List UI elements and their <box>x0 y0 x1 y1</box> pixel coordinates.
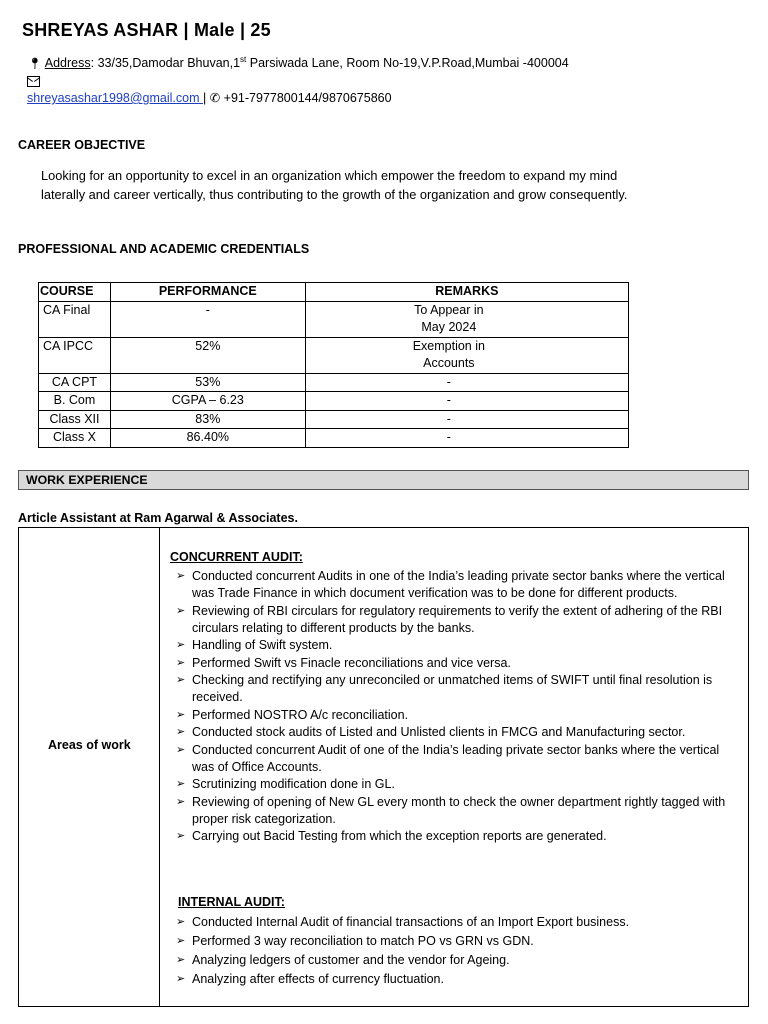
list-item: ➢ Conducted concurrent Audit of one of the India’s leading private sector banks where the vertical was of Office Accounts. <box>176 742 720 774</box>
arrow-bullet-icon: ➢ <box>176 570 186 582</box>
arrow-bullet-icon: ➢ <box>176 656 186 669</box>
performance-cell: 52% <box>110 337 305 373</box>
address-line <box>28 55 569 70</box>
concurrent-audit-heading: CONCURRENT AUDIT: <box>170 550 303 564</box>
areas-of-work-label: Areas of work <box>48 738 131 752</box>
list-item: ➢ Scrutinizing modification done in GL. <box>176 777 395 791</box>
course-cell: Class X <box>39 429 111 448</box>
arrow-bullet-icon: ➢ <box>176 639 186 651</box>
list-item: ➢ Checking and rectifying any unreconciled or unmatched items of SWIFT until final resolution is received. <box>176 673 713 704</box>
list-item: ➢ Conducted concurrent Audits in one of the India’s leading private sector banks where the vertical was Trade Finance in which document verification was to be done for different products. <box>176 569 725 600</box>
list-item: ➢ Carrying out Bacid Testing from which the exception reports are generated. <box>176 829 607 843</box>
work-box-divider <box>159 527 160 1007</box>
course-cell: CA CPT <box>39 373 111 392</box>
course-cell: B. Com <box>39 392 111 411</box>
column-header-remarks: REMARKS <box>305 283 628 302</box>
remarks-cell <box>305 301 628 337</box>
performance-cell: 86.40% <box>110 429 305 448</box>
work-experience-heading: WORK EXPERIENCE <box>26 473 148 487</box>
table-row <box>39 301 629 337</box>
arrow-bullet-icon: ➢ <box>176 954 186 966</box>
address-label: Address <box>44 56 91 71</box>
table-row <box>39 429 629 448</box>
list-item: ➢ Handling of Swift system. <box>176 638 333 652</box>
work-experience-bar <box>18 470 749 490</box>
remarks-cell: - <box>305 373 628 392</box>
credentials-heading: PROFESSIONAL AND ACADEMIC CREDENTIALS <box>18 242 310 256</box>
arrow-bullet-icon: ➢ <box>176 973 186 985</box>
mail-icon <box>27 76 40 87</box>
table-header-row <box>39 283 629 302</box>
list-item: ➢ Performed 3 way reconciliation to match PO vs GRN vs GDN. <box>176 934 534 948</box>
address-text: : 33/35,Damodar Bhuvan,1 <box>90 56 241 71</box>
course-cell: CA IPCC <box>39 337 111 373</box>
career-objective-heading: CAREER OBJECTIVE <box>18 138 146 152</box>
remarks-line-1: To Appear in <box>414 302 484 317</box>
remarks-cell <box>305 337 628 373</box>
arrow-bullet-icon: ➢ <box>176 708 186 721</box>
concurrent-audit-list <box>174 568 742 846</box>
candidate-name: SHREYAS ASHAR | Male | 25 <box>22 20 271 40</box>
arrow-bullet-icon: ➢ <box>176 726 186 738</box>
list-item: ➢ Conducted stock audits of Listed and Unlisted clients in FMCG and Manufacturing sector. <box>176 725 686 739</box>
column-header-course: COURSE <box>39 283 111 302</box>
internal-audit-list <box>174 914 742 989</box>
table-row <box>39 410 629 429</box>
remarks-line-2: May 2024 <box>421 320 477 334</box>
remarks-cell: - <box>305 392 628 411</box>
career-objective-text: Looking for an opportunity to excel in an organization which empower the freedom to expand my mind laterally and career vertically, thus contributing to the growth of the organization and grow consequently. <box>41 168 628 202</box>
location-pin-icon: 📍︎ <box>28 58 42 71</box>
credentials-table <box>38 282 629 448</box>
table-row <box>39 392 629 411</box>
list-item: ➢ Analyzing after effects of currency fluctuation. <box>176 972 444 986</box>
arrow-bullet-icon: ➢ <box>176 935 186 947</box>
arrow-bullet-icon: ➢ <box>176 795 186 808</box>
remarks-line-1: Exemption in <box>412 338 485 353</box>
arrow-bullet-icon: ➢ <box>176 604 186 617</box>
phone-icon: ✆ <box>209 91 221 105</box>
performance-cell: 83% <box>110 410 305 429</box>
remarks-cell: - <box>305 429 628 448</box>
arrow-bullet-icon: ➢ <box>176 916 186 928</box>
address-rest: Parsiwada Lane, Room No-19,V.P.Road,Mumbai -400004 <box>246 56 569 71</box>
phone-number: +91-7977800144/9870675860 <box>223 91 392 105</box>
remarks-line-2: Accounts <box>423 356 475 370</box>
email-link[interactable]: shreyasashar1998@gmail.com <box>27 91 203 105</box>
arrow-bullet-icon: ➢ <box>176 778 186 790</box>
column-header-performance: PERFORMANCE <box>110 283 305 302</box>
list-item: ➢ Reviewing of RBI circulars for regulatory requirements to verify the extent of adhering of the RBI circulars relating to different products by the banks. <box>176 603 723 635</box>
article-title: Article Assistant at Ram Agarwal & Associates. <box>18 511 298 525</box>
performance-cell: CGPA – 6.23 <box>110 392 305 411</box>
internal-audit-heading: INTERNAL AUDIT: <box>178 895 285 909</box>
performance-cell: - <box>110 301 305 337</box>
list-item: ➢ Analyzing ledgers of customer and the vendor for Ageing. <box>176 953 510 967</box>
contact-separator: | <box>202 91 210 105</box>
course-cell: Class XII <box>39 410 111 429</box>
contact-line <box>27 76 392 105</box>
list-item: ➢ Performed Swift vs Finacle reconciliations and vice versa. <box>176 655 511 670</box>
performance-cell: 53% <box>110 373 305 392</box>
list-item: ➢ Reviewing of opening of New GL every month to check the owner department rightly tagged with proper risk categorization. <box>176 794 726 826</box>
course-cell: CA Final <box>39 301 111 337</box>
list-item: ➢ Performed NOSTRO A/c reconciliation. <box>176 707 409 722</box>
table-row <box>39 373 629 392</box>
arrow-bullet-icon: ➢ <box>176 674 186 686</box>
arrow-bullet-icon: ➢ <box>176 830 186 842</box>
table-row <box>39 337 629 373</box>
list-item: ➢ Conducted Internal Audit of financial transactions of an Import Export business. <box>176 915 630 929</box>
remarks-cell: - <box>305 410 628 429</box>
arrow-bullet-icon: ➢ <box>176 743 186 756</box>
address-superscript: st <box>240 55 247 64</box>
